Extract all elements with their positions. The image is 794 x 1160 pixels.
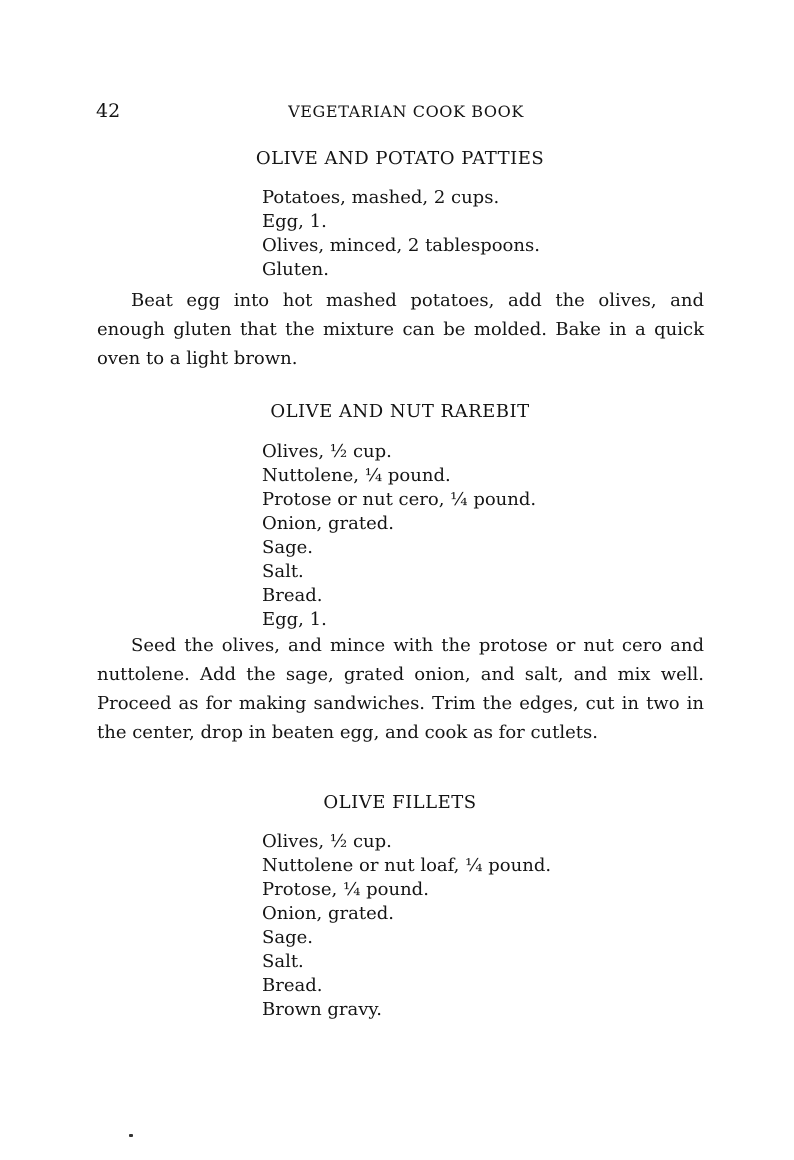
ingredient-item: Nuttolene or nut loaf, ¼ pound. <box>262 855 552 876</box>
ingredient-item: Gluten. <box>262 259 329 280</box>
ingredient-item: Onion, grated. <box>262 903 394 924</box>
running-head <box>96 100 704 126</box>
ingredient-item: Potatoes, mashed, 2 cups. <box>262 187 500 208</box>
ingredient-list-olive-fillets <box>262 830 551 1022</box>
ingredient-item: Bread. <box>262 585 323 606</box>
ingredient-item: Sage. <box>262 927 313 948</box>
ingredient-list-olive-potato-patties <box>262 186 540 282</box>
ingredient-item: Onion, grated. <box>262 513 394 534</box>
ingredient-item: Protose or nut cero, ¼ pound. <box>262 489 537 510</box>
recipe-title-olive-potato-patties: OLIVE AND POTATO PATTIES <box>255 148 545 169</box>
ingredient-item: Olives, ½ cup. <box>262 831 392 852</box>
ingredient-item: Salt. <box>262 561 304 582</box>
recipe-title-olive-nut-rarebit: OLIVE AND NUT RAREBIT <box>270 401 530 422</box>
ingredient-item: Egg, 1. <box>262 211 327 232</box>
ingredient-item: Olives, minced, 2 tablespoons. <box>262 235 540 256</box>
ingredient-item: Bread. <box>262 975 323 996</box>
ingredient-item: Salt. <box>262 951 304 972</box>
ingredient-item: Egg, 1. <box>262 609 327 630</box>
ingredient-item: Sage. <box>262 537 313 558</box>
ingredient-item: Nuttolene, ¼ pound. <box>262 465 451 486</box>
ingredient-item: Olives, ½ cup. <box>262 441 392 462</box>
book-title: VEGETARIAN COOK BOOK <box>288 102 524 121</box>
method-olive-nut-rarebit: Seed the olives, and mince with the protose or nut cero and nuttolene. Add the sage, grated onion, and salt, and mix well. Proceed as for making sandwiches. Trim the edges, cut in two in the center, drop in beaten egg, and cook as for cutlets. <box>97 635 704 743</box>
print-speck <box>129 1134 133 1137</box>
ingredient-item: Protose, ¼ pound. <box>262 879 429 900</box>
recipe-title-olive-fillets: OLIVE FILLETS <box>323 792 477 813</box>
page-number: 42 <box>96 100 121 122</box>
ingredient-list-olive-nut-rarebit <box>262 440 536 632</box>
ingredient-item: Brown gravy. <box>262 999 382 1020</box>
method-olive-potato-patties: Beat egg into hot mashed potatoes, add the olives, and enough gluten that the mixture can be molded. Bake in a quick oven to a light brown. <box>97 290 704 369</box>
